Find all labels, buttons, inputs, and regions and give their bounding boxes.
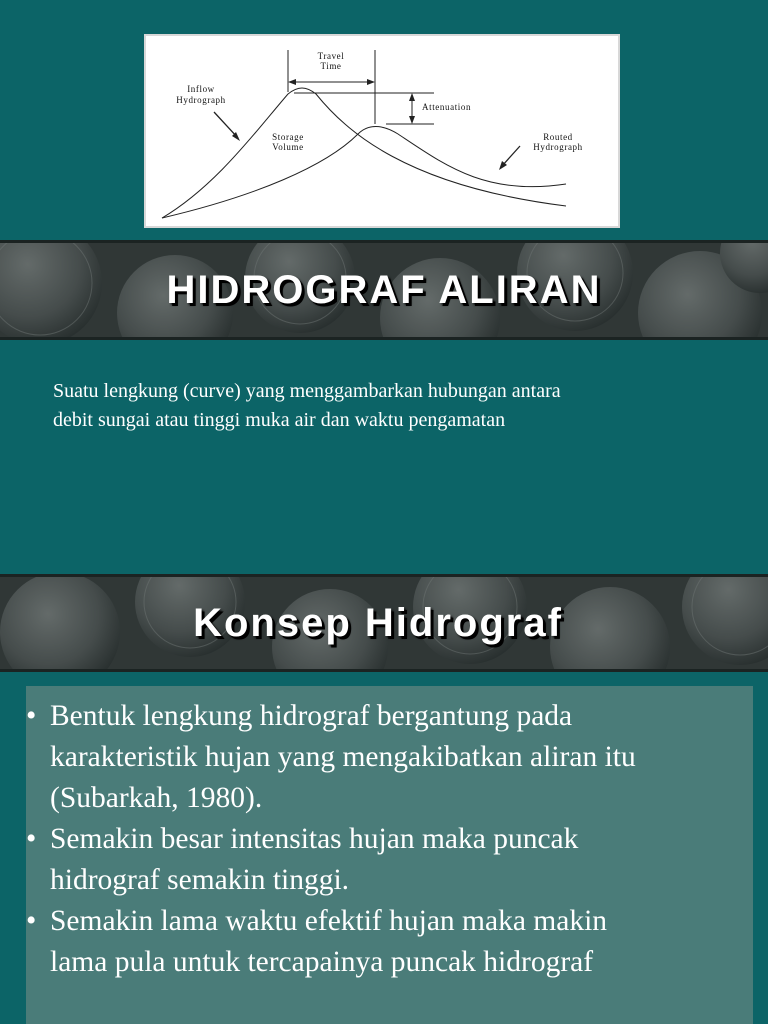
definition-line-2: debit sungai atau tinggi muka air dan waktu pengamatan xyxy=(53,409,506,431)
bullet-2-line-1: Semakin besar intensitas hujan maka puncak xyxy=(50,823,579,855)
storage-label-line2: Volume xyxy=(272,142,304,152)
section-title-konsep-hidrograf: Konsep Hidrograf xyxy=(193,601,563,645)
inflow-label-line1: Inflow xyxy=(187,84,215,94)
bullet-1-line-2: karakteristik hujan yang mengakibatkan aliran itu xyxy=(50,741,636,773)
travel-time-arrowhead-left xyxy=(288,79,296,85)
inflow-label-line2: Hydrograph xyxy=(176,95,226,105)
routed-pointer-arrow xyxy=(502,146,520,166)
storage-label-line1: Storage xyxy=(272,132,304,142)
travel-time-label-line1: Travel xyxy=(317,51,345,61)
bullet-dot: • xyxy=(26,905,37,937)
bullet-item-2 xyxy=(26,819,753,901)
routed-label-line1: Routed xyxy=(543,132,573,142)
concept-bullet-box xyxy=(26,686,753,1024)
travel-time-arrowhead-right xyxy=(367,79,375,85)
attenuation-label: Attenuation xyxy=(422,102,472,112)
routed-hydrograph-curve xyxy=(162,127,566,219)
bullet-1-line-3: (Subarkah, 1980). xyxy=(50,782,263,814)
definition-line-1: Suatu lengkung (curve) yang menggambarkan hubungan antara xyxy=(53,380,561,402)
bullet-dot: • xyxy=(26,700,37,732)
bullet-3-line-2: lama pula untuk tercapainya puncak hidrograf xyxy=(50,946,594,978)
travel-time-label-line2: Time xyxy=(320,61,342,71)
title-banner-hidrograf-aliran xyxy=(0,240,768,340)
bullet-item-1 xyxy=(26,696,753,819)
bullet-3-line-1: Semakin lama waktu efektif hujan maka makin xyxy=(50,905,608,937)
hydrograph-diagram xyxy=(144,34,620,228)
hydrograph-svg xyxy=(146,36,618,226)
bullet-item-3 xyxy=(26,901,753,983)
section-title-hidrograf-aliran: HIDROGRAF ALIRAN xyxy=(166,268,602,312)
attenuation-arrowhead-bottom xyxy=(409,116,415,124)
bullet-2-line-2: hidrograf semakin tinggi. xyxy=(50,864,350,896)
definition-text xyxy=(53,377,743,435)
concept-bullet-list xyxy=(26,686,753,983)
attenuation-arrowhead-top xyxy=(409,93,415,101)
bullet-1-line-1: Bentuk lengkung hidrograf bergantung pada xyxy=(50,700,573,732)
routed-label-line2: Hydrograph xyxy=(533,142,583,152)
bullet-dot: • xyxy=(26,823,37,855)
inflow-hydrograph-curve xyxy=(162,88,566,218)
title-banner-konsep-hidrograf xyxy=(0,574,768,672)
